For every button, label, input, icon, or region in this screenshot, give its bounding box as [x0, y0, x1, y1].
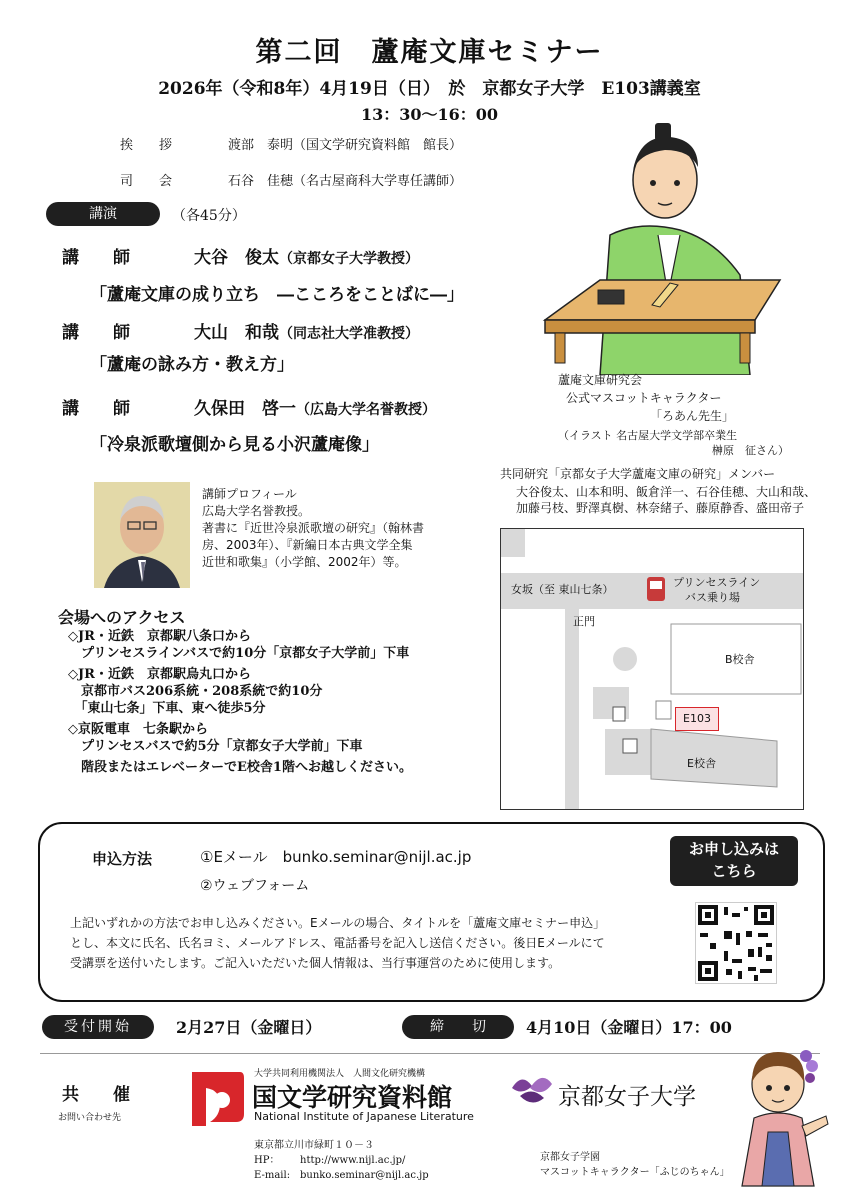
map-drawing [501, 529, 803, 809]
lecturer-1-role: 講 師 [62, 248, 130, 268]
access-line-3: ◇JR・近鉄 京都駅烏丸口から [68, 667, 251, 682]
lecturer-3-role: 講 師 [62, 399, 130, 419]
lecturer-1-aff: （京都女子大学教授） [279, 251, 419, 267]
apply-body-2: とし、本文に氏名、氏名ヨミ、メールアドレス、電話番号を記入し送信ください。後日Eメールにて [70, 936, 605, 950]
apply-body-3: 受講票を送付いたします。ご記入いただいた個人情報は、当行事運営のために使用します。 [70, 956, 561, 970]
close-date: 4月10日（金曜日）17：00 [526, 1018, 732, 1037]
qr-heading-line-2: こちら [711, 862, 757, 880]
talk-1-title: 「蘆庵文庫の成り立ち ―こころをことばに―」 [90, 285, 464, 305]
qr-pattern [696, 903, 776, 983]
access-line-8: 階段またはエレベーターでE校舎1階へお越しください。 [68, 760, 412, 775]
greeting-person: 渡部 泰明（国文学研究資料館 館長） [228, 138, 463, 153]
kwu-caption-2: マスコットキャラクター「ふじのちゃん」 [540, 1167, 730, 1178]
greeting-row [120, 134, 462, 153]
contact-label: お問い合わせ先 [58, 1113, 122, 1123]
access-line-7: プリンセスバスで約5分「京都女子大学前」下車 [68, 739, 363, 754]
access-line-6: ◇京阪電車 七条駅から [68, 722, 208, 737]
profile-heading: 講師プロフィール [202, 487, 297, 501]
map-street-label: 女坂（至 東山七条） [511, 583, 614, 596]
lecturer-2-role: 講 師 [62, 323, 130, 343]
apply-method-email[interactable]: ①Eメール bunko.seminar@nijl.ac.jp [200, 848, 472, 866]
greeting-role: 挨 拶 [120, 138, 173, 153]
cohost-label: 共 催 [62, 1085, 130, 1105]
profile-line-3: 著書に『近世冷泉派歌壇の研究』（翰林書 [202, 521, 425, 535]
mascot-caption-4: （イラスト 名古屋大学文学部卒業生 [558, 429, 738, 442]
page-title: 第二回 蘆庵文庫セミナー [255, 37, 604, 68]
footer-divider [40, 1053, 820, 1054]
access-list [68, 628, 412, 776]
research-members-1: 大谷俊太、山本和明、飯倉洋一、石谷佳穂、大山和哉、 [516, 485, 817, 499]
campus-map [500, 528, 804, 810]
mascot-caption-1: 蘆庵文庫研究会 [558, 373, 643, 387]
access-line-1: ◇JR・近鉄 京都駅八条口から [68, 629, 251, 644]
qr-heading-line-1: お申し込みは [688, 840, 779, 858]
profile-line-5: 近世和歌集』（小学館、2002年）等。 [202, 555, 407, 569]
lecturer-2-name: 大山 和哉 [194, 323, 279, 343]
lecturer-1 [62, 243, 419, 268]
talk-2-title: 「蘆庵の詠み方・教え方」 [90, 355, 294, 375]
access-line-5: 「東山七条」下車、東へ徒歩5分 [68, 701, 266, 716]
fujino-chan-illustration [722, 1036, 834, 1196]
qr-heading [670, 836, 798, 886]
email-link[interactable]: bunko.seminar@nijl.ac.jp [300, 1170, 429, 1181]
apply-label: 申込方法 [92, 850, 153, 868]
profile-line-2: 広島大学名誉教授。 [202, 504, 311, 518]
lecturer-2-aff: （同志社大学准教授） [279, 326, 419, 342]
date-venue: 2026年（令和8年）4月19日（日） 於 京都女子大学 E103講義室 [158, 79, 701, 99]
research-members-2: 加藤弓枝、野澤真樹、林奈緒子、藤原静香、盛田帝子 [516, 501, 805, 515]
nijl-contact [254, 1138, 429, 1183]
kwu-name: 京都女子大学 [558, 1084, 696, 1110]
nijl-logo-icon [190, 1066, 246, 1128]
apply-body [70, 913, 605, 973]
lecturer-1-name: 大谷 俊太 [194, 248, 279, 268]
nijl-super: 大学共同利用機関法人 人間文化研究機構 [254, 1069, 426, 1079]
profile-line-4: 房、2003年）、『新編日本古典文学全集 [202, 538, 413, 552]
mascot-caption-3: 「ろあん先生」 [650, 409, 735, 423]
profile-block [202, 486, 424, 571]
research-title: 共同研究「京都女子大学蘆庵文庫の研究」メンバー [500, 467, 776, 481]
close-date-label: 締 切 [402, 1015, 514, 1039]
email-label: E-mail: [254, 1170, 291, 1181]
kwu-mascot-caption [540, 1150, 730, 1180]
application-qr-code[interactable] [695, 902, 777, 984]
moderator-role: 司 会 [120, 174, 173, 189]
access-line-2: プリンセスラインバスで約10分「京都女子大学前」下車 [68, 646, 410, 661]
hp-link[interactable]: http://www.nijl.ac.jp/ [300, 1155, 406, 1166]
nijl-address: 東京都立川市緑町１０－３ [254, 1140, 374, 1151]
mascot-caption-5: 榊原 征さん） [712, 444, 789, 457]
map-bus-line-2: バス乗り場 [685, 591, 740, 604]
moderator-row [120, 170, 462, 189]
apply-method-web[interactable]: ②ウェブフォーム [200, 878, 310, 894]
kwu-logo-icon [508, 1066, 554, 1110]
open-date-label: 受付開始 [42, 1015, 154, 1039]
map-gate-label: 正門 [573, 615, 595, 628]
access-heading: 会場へのアクセス [58, 608, 186, 627]
map-room-marker: E103 [675, 707, 719, 731]
lecturer-2 [62, 318, 419, 343]
moderator-person: 石谷 佳穂（名古屋商科大学専任講師） [228, 174, 463, 189]
nijl-english: National Institute of Japanese Literature [254, 1110, 474, 1123]
kwu-caption-1: 京都女子学園 [540, 1152, 600, 1163]
talk-3-title: 「冷泉派歌壇側から見る小沢蘆庵像」 [90, 435, 379, 455]
mascot-caption-2: 公式マスコットキャラクター [566, 391, 722, 405]
roan-sensei-illustration [540, 105, 800, 375]
lecturer-3 [62, 394, 436, 419]
nijl-name: 国文学研究資料館 [252, 1083, 453, 1112]
access-line-4: 京都市バス206系統・208系統で約10分 [68, 684, 323, 699]
map-building-e: E校舎 [687, 757, 716, 770]
event-time: 13：30〜16：00 [360, 105, 499, 124]
lecturer-3-name: 久保田 啓一 [194, 399, 296, 419]
map-bus-line-1: プリンセスライン [673, 576, 761, 589]
hp-label: HP： [254, 1155, 280, 1166]
lecturer-3-aff: （広島大学名誉教授） [296, 402, 436, 418]
lectures-label: 講演 [46, 202, 160, 226]
lectures-note: （各45分） [172, 208, 246, 224]
map-building-b: B校舎 [725, 653, 755, 666]
map-bus-stop [673, 575, 760, 605]
lecturer-photo [94, 482, 190, 588]
apply-body-1: 上記いずれかの方法でお申し込みください。Eメールの場合、タイトルを「蘆庵文庫セミナー申込」 [70, 916, 606, 930]
open-date: 2月27日（金曜日） [176, 1018, 322, 1037]
